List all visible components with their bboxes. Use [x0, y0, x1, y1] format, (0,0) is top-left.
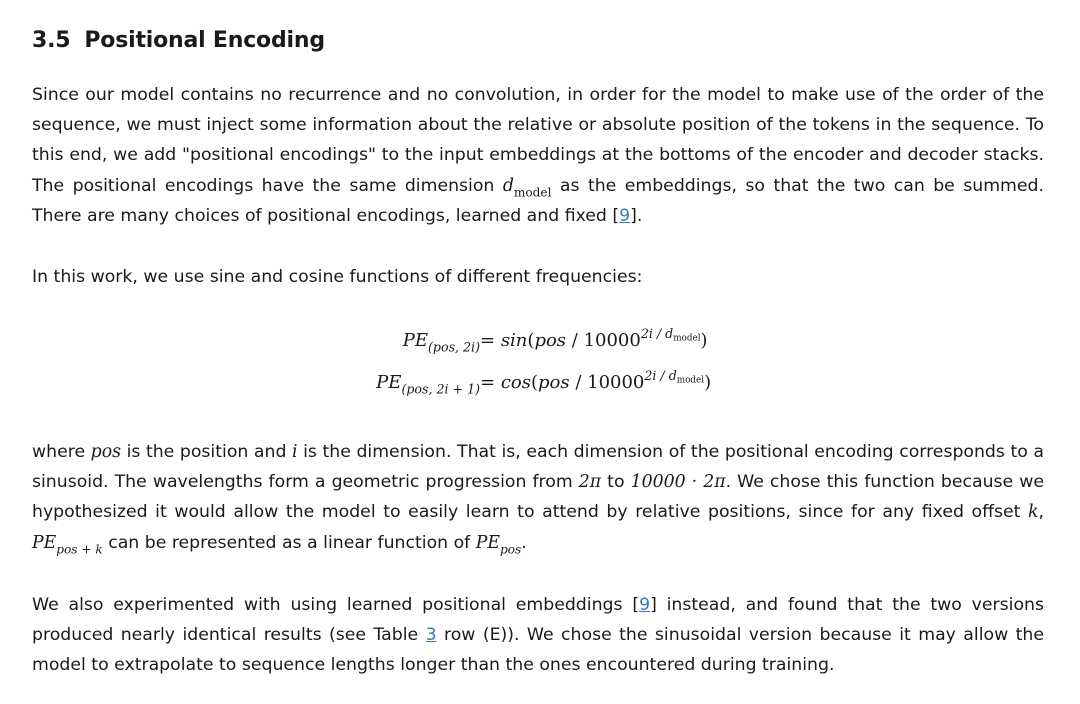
i-var: i [292, 442, 298, 462]
eq1-exp-d-sub: model [673, 334, 701, 345]
para3-text-4: to [601, 472, 631, 493]
dmodel-symbol [502, 175, 552, 200]
equation-sin [32, 326, 1044, 360]
two-pi: 2π [578, 472, 602, 493]
eq1-lhs-box [32, 330, 480, 360]
eq1-pos: pos [534, 330, 567, 351]
table-link-3[interactable]: 3 [425, 625, 437, 646]
eq1-base: 10000 [583, 330, 641, 351]
pos-var: pos [90, 442, 121, 462]
citation-link-9-second[interactable]: 9 [639, 595, 651, 615]
pe-pos [475, 532, 522, 557]
para3-text-7: can be represented as a linear function of [102, 532, 476, 553]
eq2-rhs [480, 368, 712, 393]
eq2-exponent [644, 368, 705, 387]
paragraph-explanation [32, 437, 1044, 558]
para4-text-2: ] instead, and found that the two versions produced nearly identical results (see Table [32, 595, 1044, 646]
eq2-slash: / [569, 372, 588, 393]
eq2-base: 10000 [587, 372, 645, 393]
section-number: 3.5 [32, 28, 71, 53]
para4-text-1: We also experimented with using learned positional embeddings [ [32, 595, 640, 615]
pe1-sub: pos + k [56, 542, 103, 557]
eq2-open: ( [530, 372, 538, 393]
eq1-pe: PE [402, 330, 429, 351]
eq1-exponent [640, 326, 701, 345]
pe1: PE [32, 532, 57, 553]
eq1-fn: sin [500, 330, 528, 351]
para3-text-2: is the position and [121, 442, 293, 462]
paragraph-sine-cosine: In this work, we use sine and cosine functions of different frequencies: [32, 267, 643, 287]
eq1-close: ) [700, 330, 708, 351]
eq2-fn: cos [500, 372, 531, 393]
para3-text-8: . [521, 532, 527, 553]
eq2-pe: PE [376, 372, 402, 393]
eq1-equals: = [480, 330, 501, 351]
paragraph-intro [32, 80, 1044, 231]
eq1-open: ( [527, 330, 535, 351]
para1-text-3: ]. [630, 205, 643, 226]
para3-text-3: is the dimension. That is, each dimension of the positional encoding corresponds to a sinusoid. The wavelengths form a geometric progression from [32, 442, 1044, 493]
section-heading [32, 28, 325, 53]
eq1-lhs-sub: (pos, 2i) [428, 339, 480, 355]
equation-cos [32, 368, 1044, 402]
max-wavelength: 10000 · 2π [630, 472, 726, 493]
k-var: k [1028, 502, 1039, 523]
pe2-sub: pos [500, 542, 522, 557]
para3-text-6: , [1038, 502, 1044, 523]
eq1-rhs [480, 326, 708, 351]
eq2-lhs-box [32, 372, 480, 402]
section-title: Positional Encoding [84, 28, 325, 53]
para1-text-1: Since our model contains no recurrence and no convolution, in order for the model to make use of the order of the sequence, we must inject some information about the relative or absolute position of the tokens in the sequence. To this end, we add "positional encodings" to the input embeddings at the bottoms of the encoder and decoder stacks. The positional encodings have the same dimension [32, 85, 1044, 196]
eq1-exp: 2i / [640, 326, 666, 342]
eq2-lhs [376, 372, 480, 397]
para3-text-1: where [32, 442, 91, 462]
paragraph-learned-embeddings [32, 590, 1044, 681]
para3-text-5: . We chose this function because we hypothesized it would allow the model to easily learn to attend by relative positions, since for any fixed offset [32, 472, 1044, 523]
para4-text-3: row (E)). We chose the sinusoidal version because it may allow the model to extrapolate to sequence lengths longer than the ones encountered during training. [32, 625, 1044, 676]
eq1-lhs [402, 330, 480, 355]
eq2-exp-d: d [668, 368, 677, 384]
eq2-pos: pos [538, 372, 570, 393]
d-subscript: model [513, 185, 552, 200]
eq2-equals: = [480, 372, 501, 393]
eq1-slash: / [566, 330, 584, 351]
pe-pos-plus-k [32, 532, 103, 557]
pe2: PE [475, 532, 501, 553]
para1-text-2: as the embeddings, so that the two can be summed. There are many choices of positional encodings, learned and fixed [ [32, 175, 1044, 226]
eq2-lhs-sub: (pos, 2i + 1) [401, 381, 480, 397]
citation-link-9[interactable]: 9 [619, 205, 631, 226]
eq1-exp-d: d [665, 326, 674, 342]
d-var: d [502, 175, 514, 196]
eq2-exp-d-sub: model [676, 376, 705, 387]
eq2-close: ) [704, 372, 712, 393]
eq2-exp: 2i / [644, 368, 669, 384]
